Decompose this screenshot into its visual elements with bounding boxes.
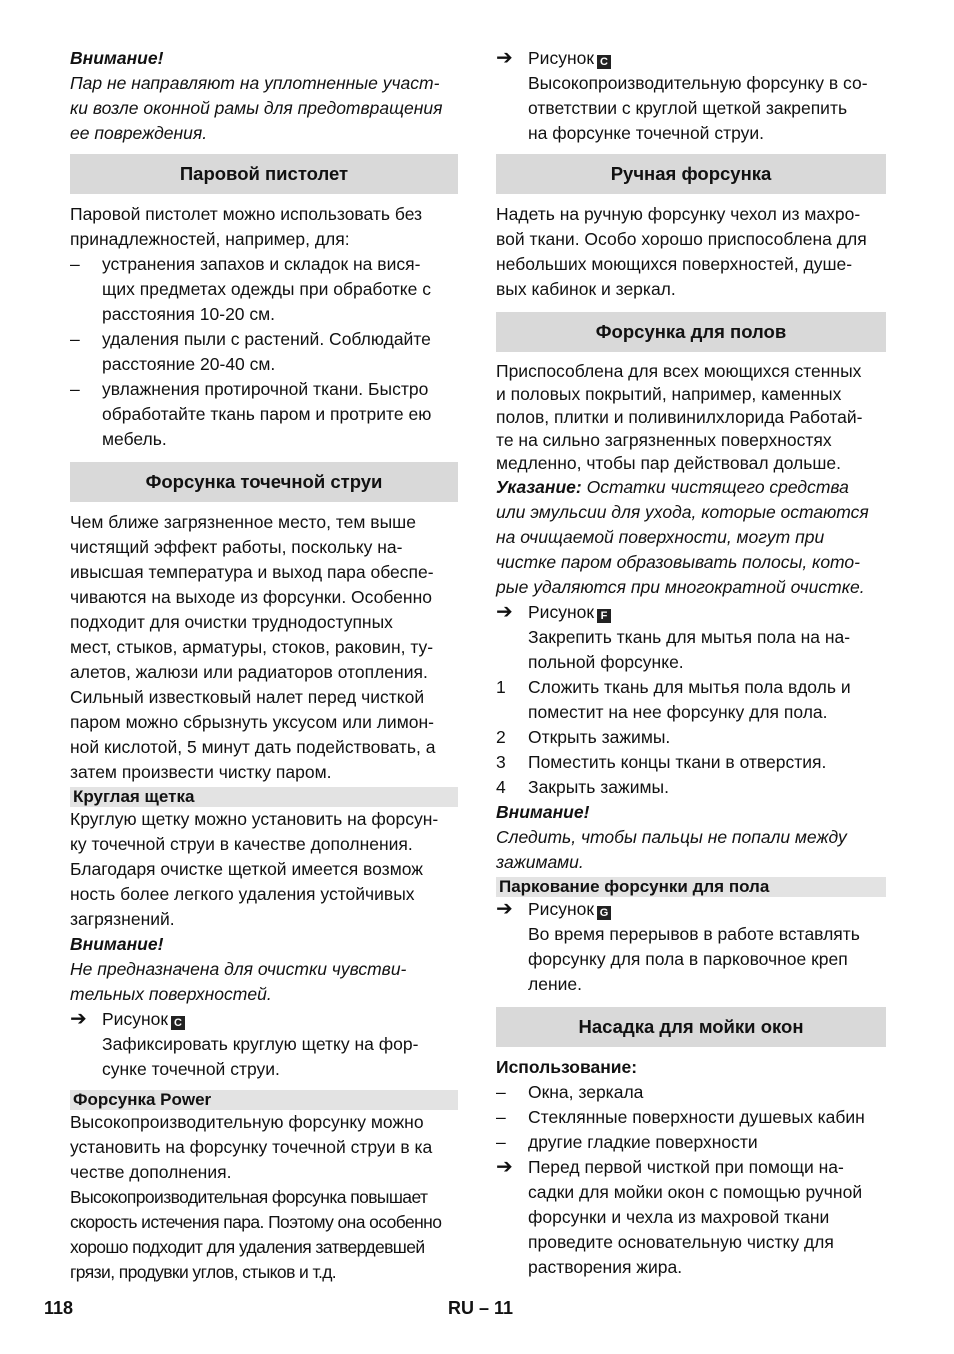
subheading-round-brush: Круглая щетка [70, 787, 458, 807]
left-column [70, 46, 458, 1285]
instruction-item: ➔ Перед первой чисткой при помощи на- садки для мойки окон с помощью ручной форсунки и чехла из махровой ткани проведите основательную чистку для растворения жира. [496, 1155, 886, 1280]
step-item: 1 Сложить ткань для мытья пола вдоль и поместит на нее форсунку для пола. [496, 677, 851, 722]
subheading-parking: Паркование форсунки для пола [496, 877, 886, 897]
floor-nozzle-note: Указание: Остатки чистящего средства или эмульсии для ухода, которые остаются на очищаемой поверхности, могут при чистке паром образовывать полосы, кото- рые удаляются при многократной очистке. [496, 477, 869, 597]
figure-reference: ➔ Рисунок C [70, 1007, 458, 1032]
section-heading-point-nozzle: Форсунка точечной струи [70, 462, 458, 502]
warning-title: Внимание! [70, 48, 164, 68]
warning-title: Внимание! [496, 802, 590, 822]
hand-nozzle-text: Надеть на ручную форсунку чехол из махро- вой ткани. Особо хорошо приспособлена для небольших моющихся поверхностей, душе- вых кабинок и зеркал. [496, 204, 867, 299]
floor-nozzle-text: Приспособлена для всех моющихся стенных и половых покрытий, например, каменных полов, плитки и поливинилхлорида Работай- те на сильно загрязненных поверхностях медленно, чтобы пар действовал дольше. [496, 361, 863, 473]
subheading-power-nozzle: Форсунка Power [70, 1090, 458, 1110]
section-footer: RU – 11 [448, 1298, 514, 1318]
figure-instruction: Закрепить ткань для мытья пола на на- польной форсунке. [528, 627, 851, 672]
figure-reference: ➔ Рисунок G [496, 897, 886, 922]
section-heading-window-nozzle: Насадка для мойки окон [496, 1007, 886, 1047]
list-item: – увлажнения протирочной ткани. Быстро обработайте ткань паром и протрите ею мебель. [70, 379, 432, 449]
figure-badge: C [171, 1016, 185, 1030]
figure-badge: C [597, 55, 611, 69]
power-nozzle-text-2: Высокопроизводительная форсунка повышает скорость истечения пара. Поэтому она особенно хорошо подходит для удаления затвердевшей грязи, продувки углов, стыков и т.д. [70, 1187, 442, 1282]
figure-badge: F [597, 609, 611, 623]
arrow-right-icon: ➔ [496, 898, 513, 920]
round-brush-text: Круглую щетку можно установить на форсун- ку точечной струи в качестве дополнения. Благодаря очистке щеткой имеется возмож ность более легкого удаления устойчивых загрязнений. [70, 809, 439, 929]
figure-reference: ➔ Рисунок F [496, 600, 886, 625]
section-heading-hand-nozzle: Ручная форсунка [496, 154, 886, 194]
figure-badge: G [597, 906, 611, 920]
arrow-right-icon: ➔ [70, 1008, 87, 1030]
figure-instruction: Во время перерывов в работе вставлять форсунку для пола в парковочное креп ление. [528, 924, 860, 994]
warning-title: Внимание! [70, 934, 164, 954]
step-item: 2 Открыть зажимы. [496, 727, 671, 747]
usage-title: Использование: [496, 1057, 638, 1077]
list-item: – другие гладкие поверхности [496, 1132, 758, 1152]
list-item: – удаления пыли с растений. Соблюдайте расстояние 20-40 см. [70, 329, 431, 374]
figure-instruction: Высокопроизводительную форсунку в со- ответствии с круглой щеткой закрепить на форсунке точечной струи. [528, 73, 868, 143]
point-nozzle-text: Чем ближе загрязненное место, тем выше чистящий эффект работы, поскольку на- ивысшая температура и выход пара обеспе- чиваются на выходе из форсунки. Особенно подходит для очистки труднодоступных мест, стыков, арматуры, стоков, раковин, ту- алетов, жалюзи или радиаторов отопления. Сильный известковый налет перед чисткой паром можно сбрызнуть уксусом или лимон- ной кислотой, 5 минут дать подействовать, а затем произвести чистку паром. [70, 512, 436, 782]
arrow-right-icon: ➔ [496, 601, 513, 623]
arrow-right-icon: ➔ [496, 47, 513, 69]
section-heading-floor-nozzle: Форсунка для полов [496, 312, 886, 352]
power-nozzle-text: Высокопроизводительную форсунку можно установить на форсунку точечной струи в ка честве дополнения. [70, 1112, 433, 1182]
list-item: – Окна, зеркала [496, 1082, 644, 1102]
warning-text: Пар не направляют на уплотненные участ- ки возле оконной рамы для предотвращения ее повреждения. [70, 73, 443, 143]
figure-reference: ➔ Рисунок C [496, 46, 886, 71]
step-item: 3 Поместить концы ткани в отверстия. [496, 752, 827, 772]
list-item: – Стеклянные поверхности душевых кабин [496, 1107, 865, 1127]
section-heading-steam-gun: Паровой пистолет [70, 154, 458, 194]
right-column [496, 46, 886, 1280]
warning-text: Не предназначена для очистки чувстви- тельных поверхностей. [70, 959, 407, 1004]
list-item: – устранения запахов и складок на вися- щих предметах одежды при обработке с расстояния 10-20 см. [70, 254, 432, 324]
steam-gun-intro: Паровой пистолет можно использовать без принадлежностей, например, для: [70, 204, 423, 249]
step-item: 4 Закрыть зажимы. [496, 777, 669, 797]
warning-text: Следить, чтобы пальцы не попали между зажимами. [496, 827, 847, 872]
arrow-right-icon: ➔ [496, 1156, 513, 1178]
figure-instruction: Зафиксировать круглую щетку на фор- сунке точечной струи. [102, 1034, 419, 1079]
page-number: 118 [44, 1298, 74, 1318]
